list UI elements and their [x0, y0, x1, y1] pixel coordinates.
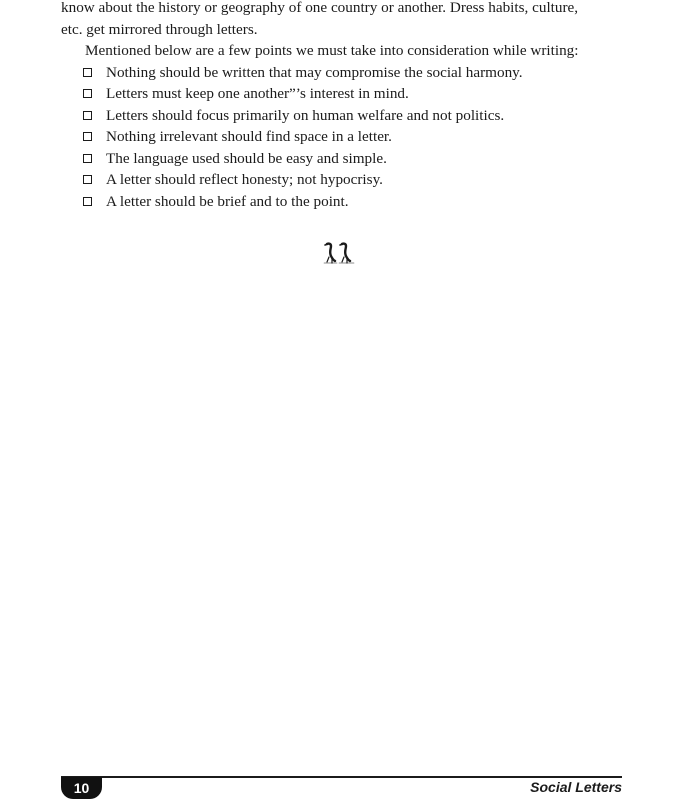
- checkbox-bullet-icon: [83, 111, 92, 120]
- checkbox-bullet-icon: [83, 154, 92, 163]
- checkbox-bullet-icon: [83, 89, 92, 98]
- page-body: [61, 0, 621, 212]
- footer-divider: [61, 776, 622, 778]
- point-text: The language used should be easy and simple.: [106, 149, 387, 167]
- list-item: [61, 83, 621, 105]
- checkbox-bullet-icon: [83, 68, 92, 77]
- checkbox-bullet-icon: [83, 175, 92, 184]
- point-text: A letter should be brief and to the point.: [106, 192, 349, 210]
- point-text: Letters must keep one another”’s interest in mind.: [106, 85, 409, 102]
- list-item: [61, 105, 621, 127]
- list-item: [61, 62, 621, 84]
- page-number-badge: 10: [61, 777, 102, 799]
- paragraph-line: etc. get mirrored through letters.: [61, 20, 258, 38]
- point-text: Nothing should be written that may compromise the social harmony.: [106, 63, 523, 81]
- checkbox-bullet-icon: [83, 197, 92, 206]
- point-text: A letter should reflect honesty; not hypocrisy.: [106, 171, 383, 188]
- points-list: [61, 62, 621, 213]
- points-intro: Mentioned below are a few points we must take into consideration while writing:: [85, 42, 579, 59]
- list-item: [61, 126, 621, 148]
- list-item: [61, 148, 621, 170]
- paragraph-line: know about the history or geography of one country or another. Dress habits, culture,: [61, 0, 579, 16]
- point-text: Nothing irrelevant should find space in a letter.: [106, 128, 392, 145]
- list-item: [61, 169, 621, 191]
- list-item: [61, 191, 621, 213]
- running-footer-title: Social Letters: [530, 779, 622, 795]
- checkbox-bullet-icon: [83, 132, 92, 141]
- bird-pair-ornament-icon: [323, 241, 359, 265]
- point-text: Letters should focus primarily on human welfare and not politics.: [106, 106, 505, 124]
